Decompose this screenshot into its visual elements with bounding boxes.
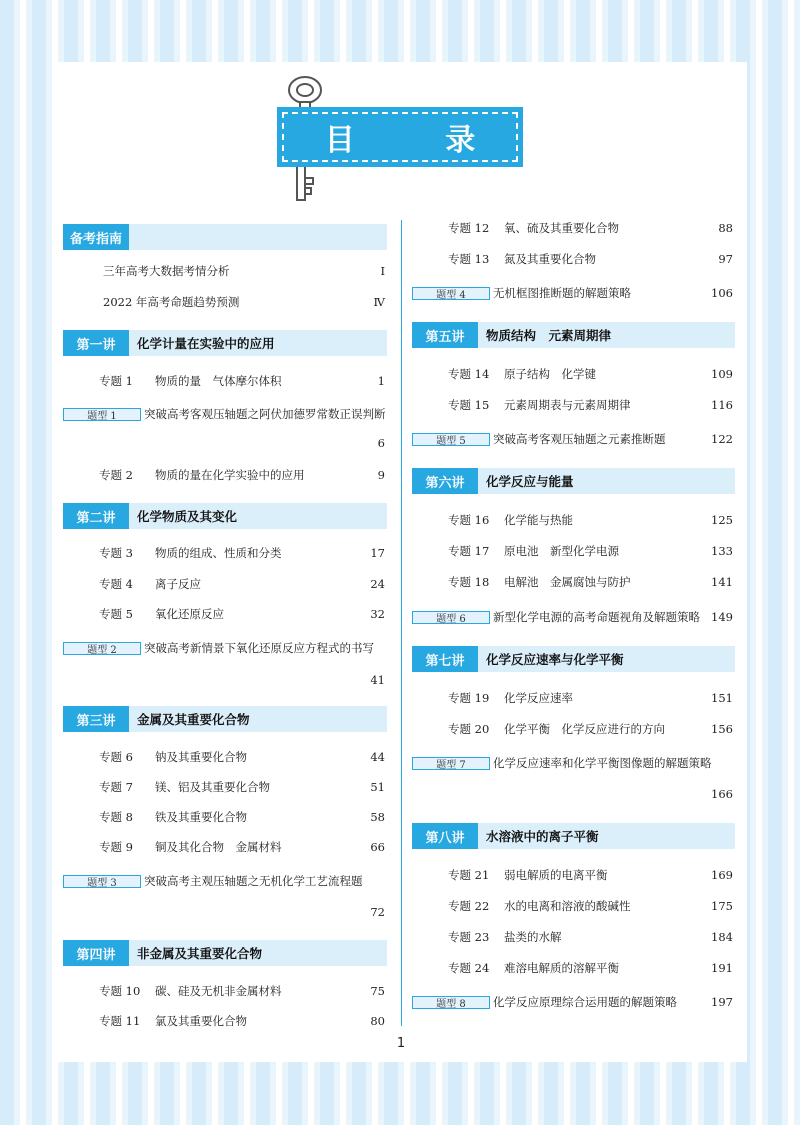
entry-code: 专题 9 — [99, 840, 133, 854]
entry-page: 116 — [711, 398, 733, 412]
entry-page: 149 — [711, 610, 733, 624]
section-label: 第八讲 — [412, 823, 478, 849]
entry-page: 41 — [370, 673, 385, 687]
entry-name: 化学能与热能 — [504, 513, 573, 527]
entry-code: 专题 10 — [99, 984, 141, 998]
section-title: 物质结构 元素周期律 — [486, 328, 612, 343]
entry-page: 125 — [711, 513, 733, 527]
entry-name: 碳、硅及无机非金属材料 — [155, 984, 282, 998]
type-badge: 题型 1 — [63, 408, 141, 421]
toc-row[interactable] — [412, 689, 735, 707]
toc-row[interactable] — [63, 1012, 387, 1030]
entry-name: 2022 年高考命题趋势预测 — [103, 295, 240, 309]
toc-row[interactable] — [412, 250, 735, 268]
toc-row[interactable] — [63, 838, 387, 856]
entry-code: 专题 15 — [448, 398, 490, 412]
section-lecture-6 — [412, 468, 735, 494]
entry-page: 166 — [711, 787, 733, 801]
type-row[interactable] — [412, 993, 735, 1011]
type-row[interactable] — [412, 430, 735, 448]
entry-name: 突破高考主观压轴题之无机化学工艺流程题 — [144, 874, 363, 888]
entry-name: 物质的组成、性质和分类 — [155, 546, 282, 560]
entry-name: 铜及其化合物 金属材料 — [155, 840, 282, 854]
type-badge: 题型 4 — [412, 287, 490, 300]
entry-page: 106 — [711, 286, 733, 300]
entry-name: 无机框图推断题的解题策略 — [493, 286, 631, 300]
section-lecture-7 — [412, 646, 735, 672]
entry-page: 184 — [711, 930, 733, 944]
entry-name: 氧、硫及其重要化合物 — [504, 221, 619, 235]
entry-page: 122 — [711, 432, 733, 446]
type-row[interactable] — [412, 608, 735, 626]
entry-page: 44 — [370, 750, 385, 764]
section-label: 第四讲 — [63, 940, 129, 966]
entry-name: 化学反应速率 — [504, 691, 573, 705]
entry-code: 专题 4 — [99, 577, 133, 591]
entry-page: 6 — [377, 436, 385, 450]
type-row[interactable] — [412, 754, 735, 803]
entry-name: 氧化还原反应 — [155, 607, 224, 621]
entry-page: 9 — [377, 468, 385, 482]
entry-code: 专题 24 — [448, 961, 490, 975]
type-row[interactable] — [412, 284, 735, 302]
entry-page: Ⅰ — [380, 264, 385, 278]
entry-code: 专题 1 — [99, 374, 133, 388]
entry-page: 109 — [711, 367, 733, 381]
toc-row[interactable] — [63, 262, 387, 280]
entry-name: 突破高考新情景下氧化还原反应方程式的书写 — [144, 641, 374, 655]
toc-row[interactable] — [63, 575, 387, 593]
entry-page: 32 — [370, 607, 385, 621]
toc-row[interactable] — [63, 808, 387, 826]
key-bit-icon — [293, 164, 317, 204]
entry-name: 盐类的水解 — [504, 930, 562, 944]
column-divider — [401, 220, 402, 1026]
entry-name: 钠及其重要化合物 — [155, 750, 247, 764]
entry-page: 191 — [711, 961, 733, 975]
entry-name: 氯及其重要化合物 — [155, 1014, 247, 1028]
entry-page: 141 — [711, 575, 733, 589]
entry-name: 突破高考客观压轴题之元素推断题 — [493, 432, 666, 446]
entry-name: 突破高考客观压轴题之阿伏加德罗常数正误判断 — [144, 407, 386, 421]
page-title: 目 录 — [282, 112, 518, 162]
toc-row[interactable] — [412, 542, 735, 560]
entry-page: Ⅳ — [373, 295, 385, 309]
entry-code: 专题 11 — [99, 1014, 141, 1028]
section-title: 水溶液中的离子平衡 — [486, 829, 599, 844]
entry-name: 水的电离和溶液的酸碱性 — [504, 899, 631, 913]
toc-row[interactable] — [63, 778, 387, 796]
entry-page: 197 — [711, 995, 733, 1009]
entry-code: 专题 12 — [448, 221, 490, 235]
entry-page: 175 — [711, 899, 733, 913]
entry-page: 51 — [370, 780, 385, 794]
entry-page: 97 — [718, 252, 733, 266]
entry-code: 专题 17 — [448, 544, 490, 558]
entry-code: 专题 7 — [99, 780, 133, 794]
entry-page: 66 — [370, 840, 385, 854]
section-label: 第一讲 — [63, 330, 129, 356]
entry-code: 专题 23 — [448, 930, 490, 944]
section-label: 第五讲 — [412, 322, 478, 348]
toc-row[interactable] — [412, 511, 735, 529]
section-lecture-5 — [412, 322, 735, 348]
entry-page: 169 — [711, 868, 733, 882]
toc-row[interactable] — [412, 897, 735, 915]
section-header — [412, 468, 735, 494]
section-header — [412, 823, 735, 849]
entry-code: 专题 5 — [99, 607, 133, 621]
toc-row[interactable] — [412, 866, 735, 884]
section-title: 化学反应与能量 — [486, 474, 574, 489]
entry-page: 58 — [370, 810, 385, 824]
type-row[interactable] — [63, 639, 387, 689]
entry-page: 151 — [711, 691, 733, 705]
toc-row[interactable] — [412, 396, 735, 414]
type-row[interactable] — [63, 872, 387, 921]
section-label: 备考指南 — [63, 224, 129, 250]
section-lecture-4 — [63, 940, 387, 966]
toc-row[interactable] — [412, 720, 735, 738]
section-title: 化学物质及其变化 — [137, 509, 238, 524]
section-label: 第六讲 — [412, 468, 478, 494]
entry-name: 离子反应 — [155, 577, 201, 591]
entry-name: 物质的量在化学实验中的应用 — [155, 468, 305, 482]
entry-name: 原电池 新型化学电源 — [504, 544, 619, 558]
toc-page — [55, 62, 747, 1062]
entry-page: 75 — [370, 984, 385, 998]
entry-code: 专题 19 — [448, 691, 490, 705]
section-title — [129, 224, 137, 250]
entry-page: 88 — [718, 221, 733, 235]
entry-page: 156 — [711, 722, 733, 736]
toc-row[interactable] — [63, 748, 387, 766]
entry-code: 专题 2 — [99, 468, 133, 482]
type-badge: 题型 3 — [63, 875, 141, 888]
toc-row[interactable] — [63, 466, 387, 484]
entry-name: 三年高考大数据考情分析 — [103, 264, 230, 278]
entry-code: 专题 14 — [448, 367, 490, 381]
entry-code: 专题 16 — [448, 513, 490, 527]
section-label: 第三讲 — [63, 706, 129, 732]
entry-page: 1 — [377, 374, 385, 388]
entry-name: 镁、铝及其重要化合物 — [155, 780, 270, 794]
type-badge: 题型 8 — [412, 996, 490, 1009]
toc-row[interactable] — [412, 219, 735, 237]
section-header — [412, 646, 735, 672]
toc-row[interactable] — [412, 573, 735, 591]
section-lecture-8 — [412, 823, 735, 849]
section-header — [63, 330, 387, 356]
section-title: 金属及其重要化合物 — [137, 712, 250, 727]
type-badge: 题型 7 — [412, 757, 490, 770]
section-header — [63, 503, 387, 529]
section-header — [412, 322, 735, 348]
toc-row[interactable] — [63, 982, 387, 1000]
section-label: 第七讲 — [412, 646, 478, 672]
section-guide — [63, 224, 387, 250]
entry-page: 72 — [370, 905, 385, 919]
entry-code: 专题 8 — [99, 810, 133, 824]
toc-row[interactable] — [63, 372, 387, 390]
section-header — [63, 706, 387, 732]
entry-name: 化学反应原理综合运用题的解题策略 — [493, 995, 677, 1009]
toc-row[interactable] — [63, 293, 387, 311]
entry-page: 133 — [711, 544, 733, 558]
entry-name: 电解池 金属腐蚀与防护 — [504, 575, 631, 589]
entry-code: 专题 3 — [99, 546, 133, 560]
entry-name: 物质的量 气体摩尔体积 — [155, 374, 282, 388]
section-header — [63, 224, 387, 250]
toc-row[interactable] — [412, 365, 735, 383]
type-badge: 题型 2 — [63, 642, 141, 655]
entry-name: 化学反应速率和化学平衡图像题的解题策略 — [493, 756, 712, 770]
entry-code: 专题 18 — [448, 575, 490, 589]
section-title: 化学计量在实验中的应用 — [137, 336, 275, 351]
entry-code: 专题 22 — [448, 899, 490, 913]
type-badge: 题型 5 — [412, 433, 490, 446]
entry-name: 元素周期表与元素周期律 — [504, 398, 631, 412]
entry-code: 专题 21 — [448, 868, 490, 882]
section-header — [63, 940, 387, 966]
section-title: 化学反应速率与化学平衡 — [486, 652, 624, 667]
entry-name: 原子结构 化学键 — [504, 367, 596, 381]
entry-code: 专题 13 — [448, 252, 490, 266]
page-number: 1 — [396, 1036, 406, 1051]
entry-name: 难溶电解质的溶解平衡 — [504, 961, 619, 975]
section-label: 第二讲 — [63, 503, 129, 529]
title-banner — [277, 107, 523, 167]
toc-row[interactable] — [412, 928, 735, 946]
section-lecture-3 — [63, 706, 387, 732]
toc-row[interactable] — [412, 959, 735, 977]
entry-name: 新型化学电源的高考命题视角及解题策略 — [493, 610, 700, 624]
section-title: 非金属及其重要化合物 — [137, 946, 263, 961]
entry-page: 24 — [370, 577, 385, 591]
toc-row[interactable] — [63, 605, 387, 623]
type-badge: 题型 6 — [412, 611, 490, 624]
entry-code: 专题 6 — [99, 750, 133, 764]
entry-page: 17 — [370, 546, 385, 560]
section-lecture-2 — [63, 503, 387, 529]
entry-name: 氮及其重要化合物 — [504, 252, 596, 266]
entry-name: 铁及其重要化合物 — [155, 810, 247, 824]
entry-page: 80 — [370, 1014, 385, 1028]
entry-name: 化学平衡 化学反应进行的方向 — [504, 722, 665, 736]
entry-code: 专题 20 — [448, 722, 490, 736]
toc-row[interactable] — [63, 544, 387, 562]
section-lecture-1 — [63, 330, 387, 356]
entry-name: 弱电解质的电离平衡 — [504, 868, 608, 882]
type-row[interactable] — [63, 405, 387, 452]
